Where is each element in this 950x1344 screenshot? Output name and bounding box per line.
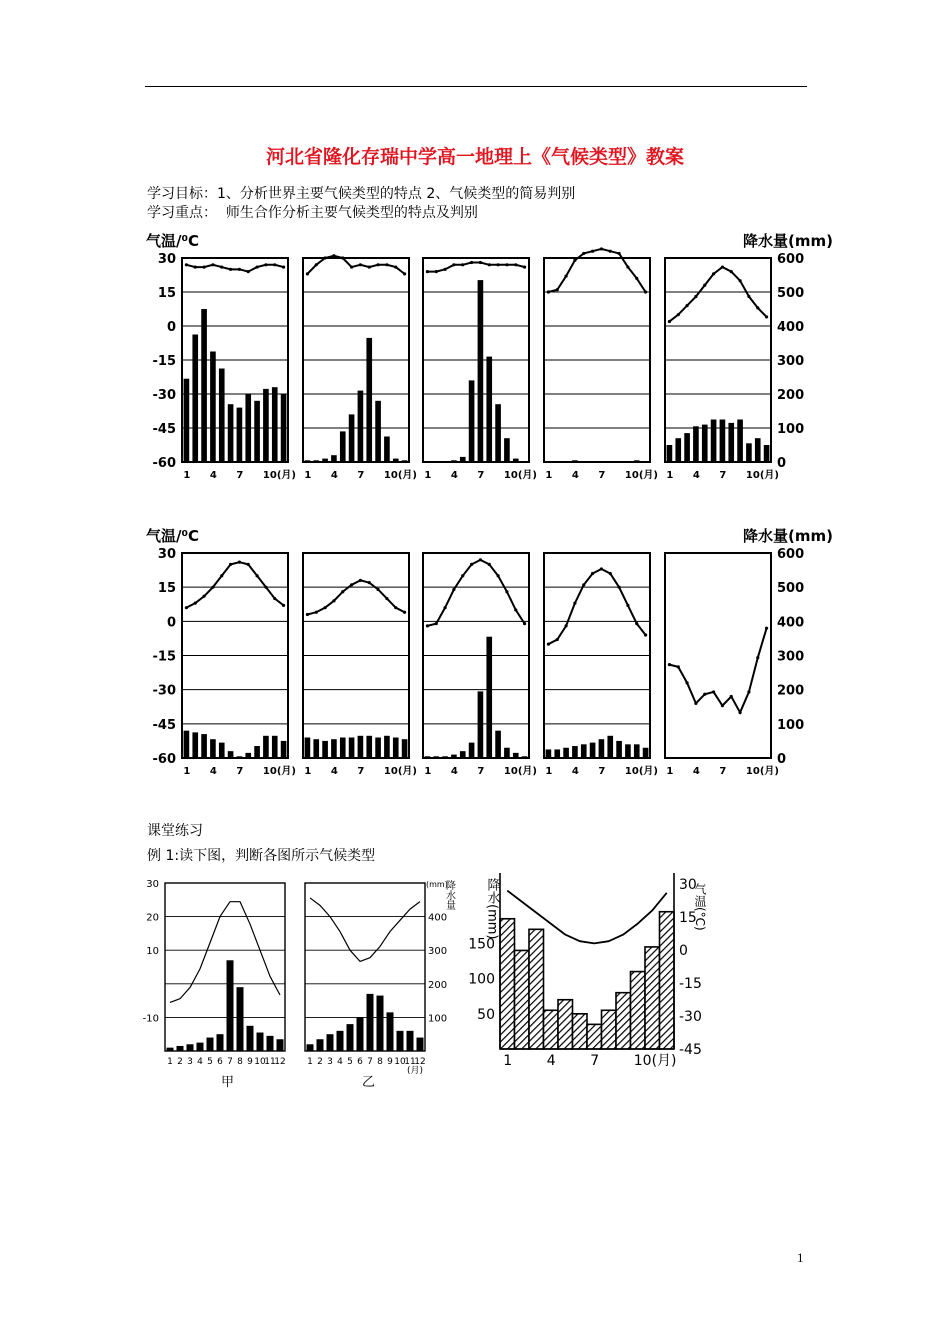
chart-yi-label: 乙 [362,1075,376,1090]
precip-bar [317,1039,324,1051]
precip-unit-label: (mm) [426,880,448,889]
month-tick-label: 7 [357,470,365,481]
month-tick-label: 1 [183,766,191,777]
month-tick-label: 9 [247,1057,253,1067]
precip-tick-label: 100 [428,1013,448,1025]
precip-bar [587,1024,602,1049]
precip-tick-label: 100 [777,422,805,437]
month-tick-label: 8 [237,1057,243,1067]
month-tick-label: 10 [394,1057,406,1067]
month-tick-label: 7 [367,1057,373,1067]
precip-bar [217,1034,224,1051]
precip-bar [367,994,374,1051]
precip-tick-label: 0 [777,456,787,471]
month-tick-label: 4 [692,470,700,481]
precip-tick-label: 200 [428,979,448,991]
precip-tick-label: 300 [777,649,805,665]
temp-tick-label: 20 [146,912,159,924]
precip-unit-label-vertical: 降水量 [443,880,455,910]
month-tick-label: 1 [503,1053,513,1069]
precip-tick-label: 500 [777,286,805,301]
month-tick-label: 10(月) [633,1053,677,1069]
month-tick-label: 4 [330,766,338,777]
month-tick-label: 1 [304,766,312,777]
month-tick-label: 1 [304,470,312,481]
month-tick-label: 4 [337,1057,343,1067]
temp-tick-label: 15 [157,286,176,301]
temp-axis-label: 气温/⁰C [146,527,200,545]
month-tick-label: 4 [571,766,579,777]
month-tick-label: 7 [598,766,606,777]
precip-tick-label: 100 [777,717,805,733]
precip-bar [660,912,675,1049]
page-number: 1 [797,1250,804,1265]
month-tick-label: 4 [450,766,458,777]
precip-bar [529,929,544,1049]
temp-tick-label: -45 [679,1042,702,1058]
objectives-label: 学习目标： [147,186,217,202]
month-tick-label: 6 [217,1057,223,1067]
month-tick-label: 4 [571,470,579,481]
temp-tick-label: 15 [157,581,176,597]
month-tick-label: 7 [590,1053,600,1069]
month-tick-label: 8 [377,1057,383,1067]
month-tick-label: 3 [327,1057,333,1067]
month-tick-label: 10(月) [383,470,417,481]
precip-tick-label: 400 [777,615,805,631]
month-tick-label: 1 [167,1057,173,1067]
precip-tick-label: 0 [777,752,787,767]
month-tick-label: 12 [274,1057,286,1067]
precip-bar [277,1039,284,1051]
precip-tick-label: 50 [477,1006,495,1023]
precip-axis-label: 降水量(mm) [743,232,833,250]
precip-bar [167,1048,174,1051]
temp-line [310,898,420,961]
precip-tick-label: 200 [777,683,805,699]
precip-bar [515,950,530,1049]
precip-tick-label: 150 [468,936,495,953]
temp-tick-label: -30 [152,683,176,699]
month-tick-label: 10(月) [745,766,779,777]
precip-bar [227,960,234,1051]
month-tick-label: 2 [317,1057,323,1067]
month-tick-label: 5 [347,1057,353,1067]
month-tick-label: 7 [477,766,485,777]
page-title: 河北省隆化存瑞中学高一地理上《气候类型》教案 [265,146,684,168]
precip-bar [307,1044,314,1051]
month-tick-label: 7 [719,470,727,481]
month-tick-label: 10(月) [624,766,658,777]
precip-bar [257,1033,264,1051]
precip-bar [197,1043,204,1051]
month-tick-label: 11 [404,1057,416,1067]
precip-bar [631,972,646,1049]
precip-bar [417,1038,424,1051]
precip-bar [207,1038,214,1051]
chart-jia-label: 甲 [221,1075,235,1090]
month-tick-label: 10(月) [262,470,296,481]
temp-tick-label: 0 [166,320,176,335]
month-tick-label: 7 [477,470,485,481]
month-tick-label: 12 [414,1057,426,1067]
precip-bar [645,947,660,1049]
temp-tick-label: -45 [152,422,176,437]
temp-tick-label: 30 [146,879,159,890]
month-tick-label: 7 [357,766,365,777]
precip-bar [407,1031,414,1051]
month-tick-label: 5 [207,1057,213,1067]
temp-tick-label: 10 [146,946,159,958]
month-tick-label: 4 [330,470,338,481]
month-tick-label: 4 [546,1053,556,1069]
month-tick-label: 7 [227,1057,233,1067]
temp-tick-label: -30 [152,388,176,403]
precip-bar [247,1026,254,1051]
precip-bar [387,1012,394,1051]
precip-tick-label: 400 [428,912,448,924]
month-tick-label: 6 [357,1057,363,1067]
temp-tick-label: 0 [166,615,176,631]
precip-bar [267,1036,274,1051]
temp-tick-label: 0 [679,943,688,959]
temp-tick-label: -15 [152,649,176,665]
precip-bar [357,1017,364,1051]
precip-bar [558,1000,573,1049]
month-tick-label: 7 [236,766,244,777]
precip-bar [397,1031,404,1051]
precip-bar [573,1014,588,1049]
month-tick-label: 4 [197,1057,203,1067]
month-tick-label: 7 [598,470,606,481]
month-tick-label: 2 [177,1057,183,1067]
precip-tick-label: 300 [777,354,805,369]
temp-tick-label: 30 [157,252,176,267]
temp-tick-label: -30 [679,1009,702,1025]
month-tick-label: 1 [545,766,553,777]
temp-tick-label: -60 [152,752,176,767]
month-tick-label: 10(月) [503,470,537,481]
precip-bar [616,993,631,1049]
month-tick-label: 9 [387,1057,393,1067]
temp-tick-label: 30 [157,547,176,562]
precip-tick-label: 600 [777,547,805,562]
temp-axis-label: 气温/⁰C [146,232,200,250]
month-tick-label: 4 [209,470,217,481]
precip-bar [347,1024,354,1051]
precip-bar [337,1031,344,1051]
month-tick-label: 10(月) [745,470,779,481]
precip-bar [187,1044,194,1051]
month-tick-label: 1 [424,766,432,777]
month-tick-label: 3 [187,1057,193,1067]
month-tick-label: 10(月) [262,766,296,777]
keypoints-label: 学习重点： [147,205,217,221]
month-tick-label: 4 [692,766,700,777]
precip-bar [602,1010,617,1049]
precip-tick-label: 600 [777,252,805,267]
precip-tick-label: 300 [428,946,448,958]
precip-tick-label: 200 [777,388,805,403]
month-tick-label: 11 [264,1057,276,1067]
temp-tick-label: -10 [142,1013,159,1025]
month-tick-label: 1 [666,766,674,777]
example-text: 例 1:读下图，判断各图所示气候类型 [147,848,376,864]
precip-bar [327,1034,334,1051]
temp-tick-label: 30 [679,877,697,893]
month-tick-label: 4 [209,766,217,777]
precip-bar [237,987,244,1051]
month-tick-label: 10 [254,1057,266,1067]
keypoints-text: 师生合作分析主要气候类型的特点及判别 [225,205,478,221]
precip-tick-label: 400 [777,320,805,335]
month-tick-label: 10(月) [503,766,537,777]
month-tick-label: 1 [307,1057,313,1067]
temp-tick-label: -45 [152,717,176,733]
temp-tick-label: 15 [679,910,697,926]
precip-bar [377,996,384,1051]
precip-bar [500,919,515,1049]
month-suffix-label: (月) [406,1066,423,1076]
month-tick-label: 7 [236,470,244,481]
objectives-text: 1、分析世界主要气候类型的特点 2、气候类型的简易判别 [217,186,576,202]
temp-tick-label: -15 [679,976,702,992]
temp-axis-label: 气温(°C) [693,883,707,931]
month-tick-label: 1 [183,470,191,481]
precip-bar [177,1046,184,1051]
month-tick-label: 7 [719,766,727,777]
month-tick-label: 1 [666,470,674,481]
temp-tick-label: -60 [152,456,176,471]
precip-axis-label: 降水量(mm) [743,527,833,545]
month-tick-label: 10(月) [624,470,658,481]
precip-axis-label: 降水(mm) [484,878,500,940]
practice-heading: 课堂练习 [147,823,203,839]
precip-bar [544,1010,559,1049]
month-tick-label: 1 [545,470,553,481]
precip-tick-label: 100 [468,971,495,988]
precip-tick-label: 500 [777,581,805,597]
month-tick-label: 10(月) [383,766,417,777]
month-tick-label: 1 [424,470,432,481]
temp-tick-label: -15 [152,354,176,369]
month-tick-label: 4 [450,470,458,481]
